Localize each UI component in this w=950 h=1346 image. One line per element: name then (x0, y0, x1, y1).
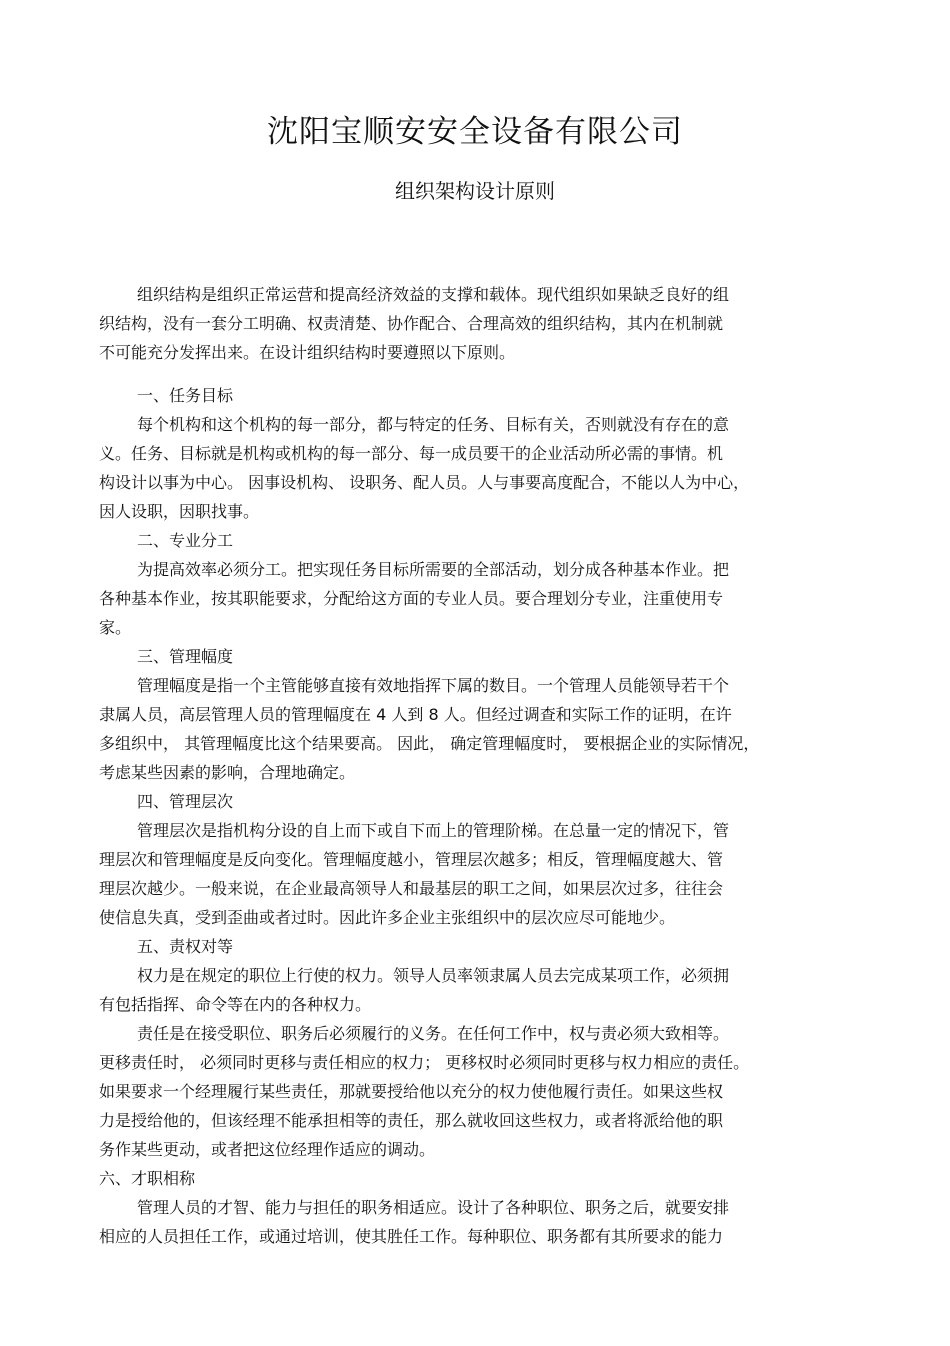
document-subtitle: 组织架构设计原则 (395, 179, 555, 203)
paragraph-line: 管理层次是指机构分设的自上而下或自下而上的管理阶梯。在总量一定的情况下，管 (137, 821, 730, 840)
section-heading: 六、才职相称 (99, 1169, 196, 1188)
paragraph-line: 因人设职，因职找事。 (99, 502, 260, 521)
paragraph-line: 如果要求一个经理履行某些责任，那就要授给他以充分的权力使他履行责任。如果这些权 (99, 1082, 724, 1101)
paragraph-line: 管理幅度是指一个主管能够直接有效地指挥下属的数目。一个管理人员能领导若干个 (137, 676, 730, 695)
paragraph-line: 各种基本作业，按其职能要求，分配给这方面的专业人员。要合理划分专业，注重使用专 (99, 589, 724, 608)
paragraph-line: 家。 (99, 618, 132, 637)
document-title: 沈阳宝顺安安全设备有限公司 (267, 114, 683, 150)
paragraph-line: 隶属人员，高层管理人员的管理幅度在 4 人到 8 人。但经过调查和实际工作的证明，在许 (99, 705, 732, 724)
paragraph-line: 多组织中， 其管理幅度比这个结果要高。 因此， 确定管理幅度时， 要根据企业的实际情况， (99, 734, 760, 753)
document-body (99, 280, 839, 1251)
paragraph-line: 组织结构是组织正常运营和提高经济效益的支撑和载体。现代组织如果缺乏良好的组 (137, 285, 730, 304)
paragraph-line: 为提高效率必须分工。把实现任务目标所需要的全部活动，划分成各种基本作业。把 (137, 560, 730, 579)
paragraph-line: 每个机构和这个机构的每一部分，都与特定的任务、目标有关，否则就没有存在的意 (137, 415, 730, 434)
paragraph-line: 力是授给他的，但该经理不能承担相等的责任，那么就收回这些权力，或者将派给他的职 (99, 1111, 724, 1130)
paragraph-line: 更移责任时， 必须同时更移与责任相应的权力； 更移权时必须同时更移与权力相应的责任。 (99, 1053, 750, 1072)
paragraph-line: 义。任务、目标就是机构或机构的每一部分、每一成员要干的企业活动所必需的事情。机 (99, 444, 724, 463)
paragraph-line: 构设计以事为中心。 因事设机构、 设职务、配人员。人与事要高度配合，不能以人为中心， (99, 473, 750, 492)
paragraph-line: 务作某些更动，或者把这位经理作适应的调动。 (99, 1140, 436, 1159)
paragraph-line: 相应的人员担任工作，或通过培训，使其胜任工作。每种职位、职务都有其所要求的能力 (99, 1227, 724, 1246)
paragraph-line: 考虑某些因素的影响，合理地确定。 (99, 763, 356, 782)
section-heading: 四、管理层次 (137, 792, 234, 811)
paragraph-line: 使信息失真，受到歪曲或者过时。因此许多企业主张组织中的层次应尽可能地少。 (99, 908, 676, 927)
paragraph-line: 权力是在规定的职位上行使的权力。领导人员率领隶属人员去完成某项工作，必须拥 (137, 966, 730, 985)
section-heading: 一、任务目标 (137, 386, 234, 405)
section-heading: 二、专业分工 (137, 531, 234, 550)
paragraph-line: 管理人员的才智、能力与担任的职务相适应。设计了各种职位、职务之后，就要安排 (137, 1198, 730, 1217)
paragraph-line: 有包括指挥、命令等在内的各种权力。 (99, 995, 372, 1014)
section-heading: 三、管理幅度 (137, 647, 234, 666)
section-heading: 五、责权对等 (137, 937, 234, 956)
paragraph-line: 理层次和管理幅度是反向变化。管理幅度越小，管理层次越多；相反，管理幅度越大、管 (99, 850, 724, 869)
paragraph-line: 不可能充分发挥出来。在设计组织结构时要遵照以下原则。 (99, 343, 516, 362)
paragraph-line: 理层次越少。一般来说，在企业最高领导人和最基层的职工之间，如果层次过多，往往会 (99, 879, 724, 898)
paragraph-line: 织结构，没有一套分工明确、权责清楚、协作配合、合理高效的组织结构，其内在机制就 (99, 314, 724, 333)
paragraph-line: 责任是在接受职位、职务后必须履行的义务。在任何工作中，权与责必须大致相等。 (137, 1024, 730, 1043)
